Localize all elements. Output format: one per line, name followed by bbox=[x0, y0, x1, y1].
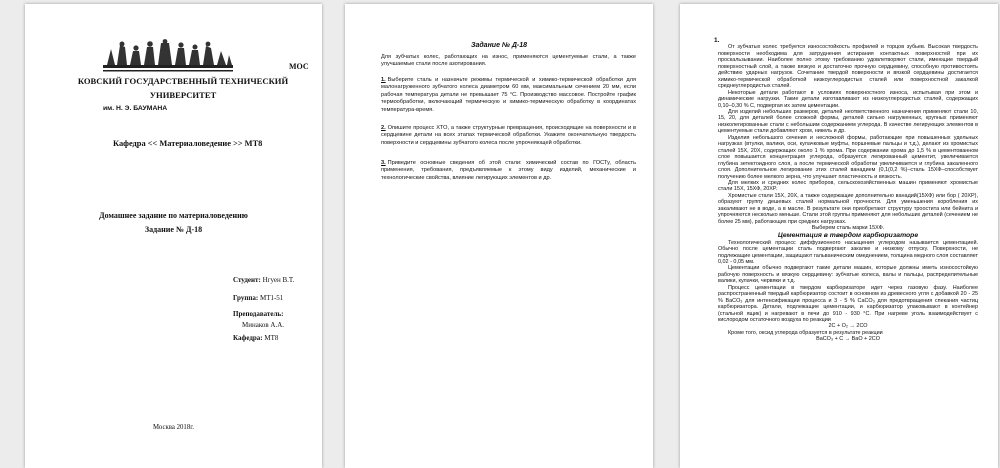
teacher-value: Минаков А.А. bbox=[242, 321, 285, 329]
answer-number: 1. bbox=[714, 37, 720, 44]
answer-paragraph: Цементации обычно подвергают такие детали машин, которые должны иметь износостойкую рабочую поверхность и вязкую сердцевину: зубчатые колеса, валы и пальцы, распределительные валики, кулачки, червяки и т.д. bbox=[718, 265, 978, 285]
department-title: Кафедра << Материаловедение >> МТ8 bbox=[113, 139, 263, 148]
section-heading: Цементация в твердом карбюризаторе bbox=[777, 231, 919, 239]
group-info bbox=[233, 294, 283, 302]
university-name-line1: КОВСКИЙ ГОСУДАРСТВЕННЫЙ ТЕХНИЧЕСКИЙ bbox=[77, 76, 289, 86]
answer-body bbox=[714, 37, 978, 343]
teacher-label-line bbox=[233, 310, 283, 318]
answer-page bbox=[680, 4, 998, 468]
chair-label: Кафедра: bbox=[233, 334, 263, 342]
answer-paragraph: Изделия небольшого сечения и несложной формы, работающие при повышенных удельных нагрузках (втулки, валики, оси, кулачковые муфты, поршневые пальцы и т.д.), делают из хромистых сталей 15Х, 20Х, содержащих около 1 % хрома. При содержании хрома до 1,5 % в цементованном слое повышается концентрация углерода, образуется легированный цементит, увеличивается глубина зетектоидного слоя, а после термической обработки увеличивается и глубина закаленного слоя. Дополнительное легирование этих сталей ванадием (0,1(0,2 %)–сталь 15ХФ–способствует получению более мелкого зерна, что улучшает пластичность и вязкость. bbox=[718, 134, 978, 180]
homework-title bbox=[25, 209, 322, 237]
homework-title-line2: Задание № Д-18 bbox=[144, 225, 203, 234]
university-crest-icon bbox=[103, 39, 233, 73]
group-label: Группа: bbox=[233, 294, 259, 302]
task-page bbox=[345, 4, 653, 468]
reaction-formula-1: 2С + O₂ → 2СО bbox=[828, 323, 868, 330]
answer-paragraph: Процесс цементации в твердом карбюризаторе идет через газовую фазу. Наиболее распространенный твердый карбюризатор состоит в основном из древесного угля с добавкой 20 - 25 % BaCO₃ для интенсификации процесса и 3 - 5 % CaCO₃ для предотвращения спекания частиц карбюризатора. Детали, подлежащие цементации, и карбюризатор упаковывают в контейнер (стальной ящик) и нагревают в печи до 910 - 930 °С. При нагреве уголь взаимодействует с кислородом остаточного воздуха по реакции bbox=[718, 284, 978, 324]
answer-paragraph: Для изделий небольших размеров, деталей неответственного назначения применяют стали 10, 15, 20, для деталей более сложной формы, деталей сильно нагруженных, крупных применяют низколегированные стали с небольшим содержанием углерода. В качестве легирующих элементов в цементуемые стали добавляют хром, никель и др. bbox=[718, 108, 978, 135]
task-item-1 bbox=[381, 77, 636, 114]
homework-title-line1: Домашнее задание по материаловедению bbox=[99, 211, 248, 220]
teacher-label: Преподаватель: bbox=[233, 310, 284, 318]
task-title: Задание № Д-18 bbox=[470, 42, 528, 49]
student-value: Нгуен В.Т. bbox=[262, 276, 295, 284]
answer-choice: Выберем сталь марки 15ХФ. bbox=[811, 225, 885, 232]
student-info bbox=[233, 276, 294, 284]
answer-paragraph: Для мелких и средних колес приборов, сельскохозяйственных машин применяют хромистые стали 15Х, 15ХФ, 20ХР. bbox=[718, 179, 978, 193]
task-item-2 bbox=[381, 125, 636, 147]
answer-paragraph: Некоторые детали работают в условиях поверхностного износа, испытывая при этом и динамические нагрузки. Такие детали изготавливают из низкоуглеродистых сталей, содержащих 0,10–0,30 % С, подвергая их затем цементации. bbox=[718, 89, 978, 109]
task-item-3 bbox=[381, 160, 636, 182]
answer-paragraph: Кроме того, оксид углерода образуется в результате реакции bbox=[728, 329, 883, 336]
group-value: МТ1-51 bbox=[259, 294, 284, 302]
student-label: Студент: bbox=[233, 276, 261, 284]
task-item-text: Приведите основные сведения об этой стали: химический состав по ГОСТу, область применения, требования, предъявляемые к этому виду изделий, механические и технологические свойства, влияние легирующих элементов и др. bbox=[381, 160, 636, 181]
answer-paragraph: Хромистые стали 15Х, 20Х, а также содержащие дополнительно ванадий(15ХФ) или бор ( 20ХР), образуют группу дешевых сталей нормальной прочности. Для уменьшения коробления их закаливают не в воде, а в масле. В результате они приобретают структуру троостита или бейнита и упрочняются несколько меньше. Стали этой группы применяют для небольших деталей (сечением не более 25 мм), работающих при средних нагрузках. bbox=[718, 192, 978, 225]
title-page bbox=[25, 4, 322, 468]
task-item-text: Выберите сталь и назначьте режимы термической и химико-термической обработки для малонагруженного зубчатого колеса диаметром 60 мм, максимальным сечением 20 мм, если рабочая температура детали не превышает 75 °С. Производство массовое. Постройте график термообработки, включающий термическую и химико-термическую обработку в координатах температура-время. bbox=[381, 77, 636, 113]
city-year: Москва 2018г. bbox=[153, 424, 194, 431]
task-item-number: 3. bbox=[381, 160, 386, 166]
task-item-number: 2. bbox=[381, 125, 386, 131]
task-item-number: 1. bbox=[381, 77, 386, 83]
university-name bbox=[63, 74, 303, 102]
university-bauman: им. Н. Э. БАУМАНА bbox=[103, 105, 168, 112]
answer-paragraph: От зубчатых колес требуется износостойкость профилей и торцов зубьев. Высокая твердость поверхности необходима для затруднения истирания контактных поверхностей при их проскальзывании. Наиболее полно этому требованию удовлетворяют стали, имеющие твердый поверхностный слой, а также вязкую и достаточно прочную сердцевину, способную противостоять действию ударных нагрузок. Сочетание твердой поверхности и вязкой сердцевины достигается химико-термической обработкой низкоуглеродистых сталей или поверхностной закалкой среднеуглеродистых сталей. bbox=[718, 44, 978, 90]
task-intro: Для зубчатых колес, работающих на износ, применяются цементуемые стали, а также улучшаемые стали после азотирования. bbox=[381, 54, 636, 68]
chair-value: МТ8 bbox=[264, 334, 279, 342]
task-item-text: Опишите процесс ХТО, а также структурные превращения, происходящие на поверхности и в сердцевине детали на всех этапах термической обработки. Укажите окончательную твердость поверхности и сердцевины зубчатого колеса после упрочняющей обработки. bbox=[381, 125, 636, 146]
reaction-formula-2: BaCO₃ + C → BaO + 2CO bbox=[816, 336, 880, 343]
answer-paragraph: Технологический процесс диффузионного насыщения углеродом называется цементацией. Обычно после цементации сталь подвергают закалке и низкому отпуску. Поверхности, не подлежащие цементации, защищают гальваническим омеднением, толщина медного слоя составляет 0,02 - 0,05 мм. bbox=[718, 239, 978, 265]
university-name-prefix: МОС bbox=[289, 62, 309, 71]
university-name-line2: УНИВЕРСИТЕТ bbox=[149, 90, 217, 100]
chair-info bbox=[233, 334, 278, 342]
